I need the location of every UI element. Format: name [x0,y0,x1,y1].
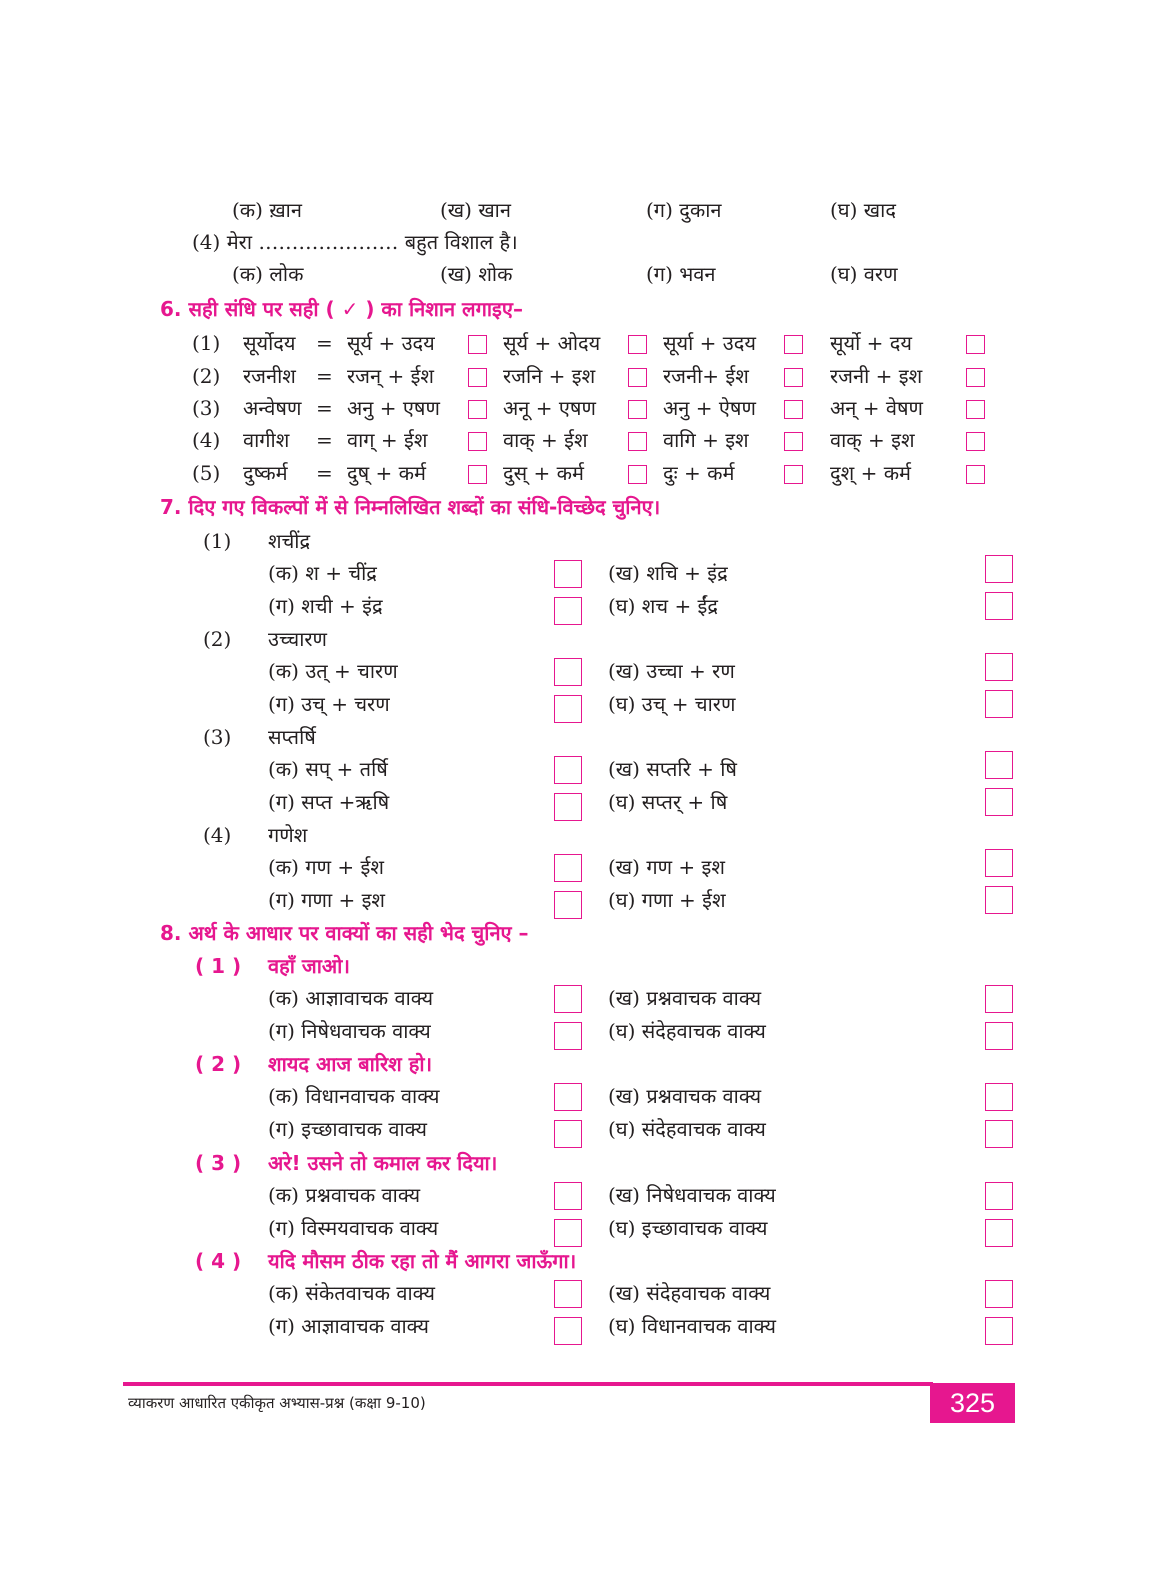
q8-option-kha: (ख) संदेहवाचक वाक्य [608,1281,771,1305]
q7-item-word: शचींद्र [268,529,311,553]
q6-row-equals: = [316,461,333,485]
q5-item4-question: (4) मेरा ………………… बहुत विशाल है। [192,230,518,254]
q6-checkbox[interactable] [784,368,803,387]
q6-option-c: दुः + कर्म [663,461,735,485]
q6-option-d: सूर्यो + दय [830,331,912,355]
q8-checkbox-ka[interactable] [554,1182,582,1210]
q6-checkbox[interactable] [784,400,803,419]
q6-row-equals: = [316,364,333,388]
q6-option-a: अनु + एषण [347,396,440,420]
q7-checkbox-ga[interactable] [554,793,582,821]
q6-checkbox[interactable] [468,465,487,484]
q6-checkbox[interactable] [966,400,985,419]
q7-item-number: (2) [203,627,232,651]
q6-option-b: वाक् + ईश [503,428,588,452]
q8-item-sentence: यदि मौसम ठीक रहा तो मैं आगरा जाऊँगा। [268,1249,577,1273]
q7-option-gha: (घ) सप्तर् + षि [608,790,728,814]
q8-item-number: ( 4 ) [195,1249,242,1273]
q6-checkbox[interactable] [468,368,487,387]
q7-checkbox-gha[interactable] [985,788,1013,816]
q6-checkbox[interactable] [468,335,487,354]
q5-option-ka: (क) ख़ान [232,198,302,222]
q6-row-word: सूर्योदय [243,331,296,355]
q7-option-kha: (ख) शचि + इंद्र [608,561,728,585]
q6-row-equals: = [316,428,333,452]
footer-rule [123,1382,933,1386]
q6-heading: 6. सही संधि पर सही ( ✓ ) का निशान लगाइए– [160,297,523,321]
q8-checkbox-gha[interactable] [985,1317,1013,1345]
q6-checkbox[interactable] [784,335,803,354]
q8-option-gha: (घ) संदेहवाचक वाक्य [608,1019,766,1043]
q8-option-ka: (क) विधानवाचक वाक्य [268,1084,440,1108]
q8-checkbox-gha[interactable] [985,1120,1013,1148]
q7-checkbox-ga[interactable] [554,695,582,723]
q7-checkbox-gha[interactable] [985,690,1013,718]
q7-option-ka: (क) गण + ईश [268,855,384,879]
q6-option-d: अन् + वेषण [830,396,923,420]
q6-checkbox[interactable] [468,432,487,451]
q7-checkbox-kha[interactable] [985,653,1013,681]
q8-item-sentence: शायद आज बारिश हो। [268,1052,433,1076]
q5-item4-option-kha: (ख) शोक [440,262,513,286]
q8-checkbox-gha[interactable] [985,1022,1013,1050]
q6-option-a: वाग् + ईश [347,428,428,452]
q8-checkbox-ga[interactable] [554,1022,582,1050]
q7-checkbox-ga[interactable] [554,597,582,625]
q6-checkbox[interactable] [966,368,985,387]
q7-option-kha: (ख) उच्चा + रण [608,659,735,683]
q7-item-number: (1) [203,529,232,553]
q8-checkbox-ka[interactable] [554,1083,582,1111]
q7-checkbox-kha[interactable] [985,849,1013,877]
q6-row-number: (2) [192,364,221,388]
q7-option-gha: (घ) उच् + चारण [608,692,736,716]
q6-row-equals: = [316,331,333,355]
q6-row-number: (3) [192,396,221,420]
q8-option-kha: (ख) निषेधवाचक वाक्य [608,1183,776,1207]
q8-item-number: ( 1 ) [195,954,242,978]
q8-checkbox-kha[interactable] [985,1083,1013,1111]
q7-option-ga: (ग) सप्त +ऋषि [268,790,390,814]
q6-option-b: दुस् + कर्म [503,461,584,485]
q8-option-gha: (घ) विधानवाचक वाक्य [608,1314,776,1338]
q7-checkbox-kha[interactable] [985,555,1013,583]
q6-option-b: रजनि + इश [503,364,596,388]
q8-item-number: ( 3 ) [195,1151,242,1175]
q6-checkbox[interactable] [628,465,647,484]
q6-checkbox[interactable] [966,432,985,451]
q6-option-d: रजनी + इश [830,364,923,388]
q5-item4-option-ga: (ग) भवन [646,262,716,286]
q7-option-ka: (क) श + चींद्र [268,561,377,585]
q6-row-number: (5) [192,461,221,485]
q6-checkbox[interactable] [784,465,803,484]
q8-checkbox-ka[interactable] [554,1280,582,1308]
q8-checkbox-ga[interactable] [554,1219,582,1247]
q5-option-ga: (ग) दुकान [646,198,722,222]
q7-option-ga: (ग) उच् + चरण [268,692,390,716]
q6-option-d: वाक् + इश [830,428,915,452]
q6-option-c: वागि + इश [663,428,749,452]
q8-checkbox-kha[interactable] [985,1280,1013,1308]
q6-option-c: रजनी+ ईश [663,364,749,388]
q7-checkbox-gha[interactable] [985,886,1013,914]
q7-item-word: गणेश [268,823,308,847]
q8-checkbox-gha[interactable] [985,1219,1013,1247]
q6-row-number: (1) [192,331,221,355]
page-number: 325 [930,1383,1015,1423]
q6-checkbox[interactable] [966,335,985,354]
q8-option-gha: (घ) इच्छावाचक वाक्य [608,1216,768,1240]
footer-book-title: व्याकरण आधारित एकीकृत अभ्यास-प्रश्न (कक्षा 9-10) [128,1394,426,1412]
q6-row-word: वागीश [243,428,290,452]
q8-checkbox-kha[interactable] [985,1182,1013,1210]
q7-item-number: (3) [203,725,232,749]
q7-checkbox-ka[interactable] [554,658,582,686]
q8-option-ga: (ग) इच्छावाचक वाक्य [268,1117,427,1141]
q8-heading: 8. अर्थ के आधार पर वाक्यों का सही भेद चुनिए – [160,921,529,945]
q7-option-gha: (घ) शच + ईंद्र [608,594,718,618]
q8-option-gha: (घ) संदेहवाचक वाक्य [608,1117,766,1141]
q8-option-ka: (क) संकेतवाचक वाक्य [268,1281,435,1305]
q6-option-a: सूर्य + उदय [347,331,435,355]
q7-checkbox-ga[interactable] [554,891,582,919]
q5-option-gha: (घ) खाद [830,198,896,222]
q5-item4-option-gha: (घ) वरण [830,262,898,286]
q8-checkbox-ga[interactable] [554,1120,582,1148]
q7-checkbox-ka[interactable] [554,854,582,882]
q7-item-number: (4) [203,823,232,847]
q6-option-b: सूर्य + ओदय [503,331,601,355]
q8-option-ga: (ग) निषेधवाचक वाक्य [268,1019,431,1043]
q6-row-equals: = [316,396,333,420]
q8-option-ka: (क) प्रश्नवाचक वाक्य [268,1183,421,1207]
q7-item-word: उच्चारण [268,627,328,651]
q7-checkbox-ka[interactable] [554,756,582,784]
q6-checkbox[interactable] [628,335,647,354]
q6-option-a: दुष् + कर्म [347,461,426,485]
q7-checkbox-kha[interactable] [985,751,1013,779]
q7-option-ka: (क) उत् + चारण [268,659,398,683]
q8-option-kha: (ख) प्रश्नवाचक वाक्य [608,1084,762,1108]
q8-option-ga: (ग) आज्ञावाचक वाक्य [268,1314,429,1338]
q6-option-b: अनू + एषण [503,396,596,420]
q6-row-word: दुष्कर्म [243,461,288,485]
q5-option-kha: (ख) खान [440,198,511,222]
q7-option-kha: (ख) गण + इश [608,855,725,879]
q7-option-ga: (ग) गणा + इश [268,888,386,912]
q6-checkbox[interactable] [628,432,647,451]
q6-option-d: दुश् + कर्म [830,461,912,485]
q8-option-ka: (क) आज्ञावाचक वाक्य [268,986,434,1010]
q6-option-c: सूर्या + उदय [663,331,756,355]
q6-checkbox[interactable] [628,368,647,387]
q7-option-ka: (क) सप् + तर्षि [268,757,388,781]
q8-item-sentence: वहाँ जाओ। [268,954,350,978]
q8-checkbox-ga[interactable] [554,1317,582,1345]
q8-option-kha: (ख) प्रश्नवाचक वाक्य [608,986,762,1010]
q8-item-number: ( 2 ) [195,1052,242,1076]
q6-option-c: अनु + ऐषण [663,396,756,420]
q8-checkbox-ka[interactable] [554,985,582,1013]
q6-option-a: रजन् + ईश [347,364,435,388]
q6-checkbox[interactable] [628,400,647,419]
q5-item4-option-ka: (क) लोक [232,262,304,286]
q6-row-number: (4) [192,428,221,452]
q6-row-word: रजनीश [243,364,296,388]
q7-option-ga: (ग) शची + इंद्र [268,594,383,618]
q7-item-word: सप्तर्षि [268,725,316,749]
q8-item-sentence: अरे! उसने तो कमाल कर दिया। [268,1151,498,1175]
q6-row-word: अन्वेषण [243,396,302,420]
q6-checkbox[interactable] [784,432,803,451]
q6-checkbox[interactable] [468,400,487,419]
q7-option-gha: (घ) गणा + ईश [608,888,726,912]
q8-option-ga: (ग) विस्मयवाचक वाक्य [268,1216,439,1240]
q7-checkbox-ka[interactable] [554,560,582,588]
q7-checkbox-gha[interactable] [985,592,1013,620]
q8-checkbox-kha[interactable] [985,985,1013,1013]
q7-heading: 7. दिए गए विकल्पों में से निम्नलिखित शब्दों का संधि-विच्छेद चुनिए। [160,495,661,519]
q6-checkbox[interactable] [966,465,985,484]
q7-option-kha: (ख) सप्तरि + षि [608,757,737,781]
